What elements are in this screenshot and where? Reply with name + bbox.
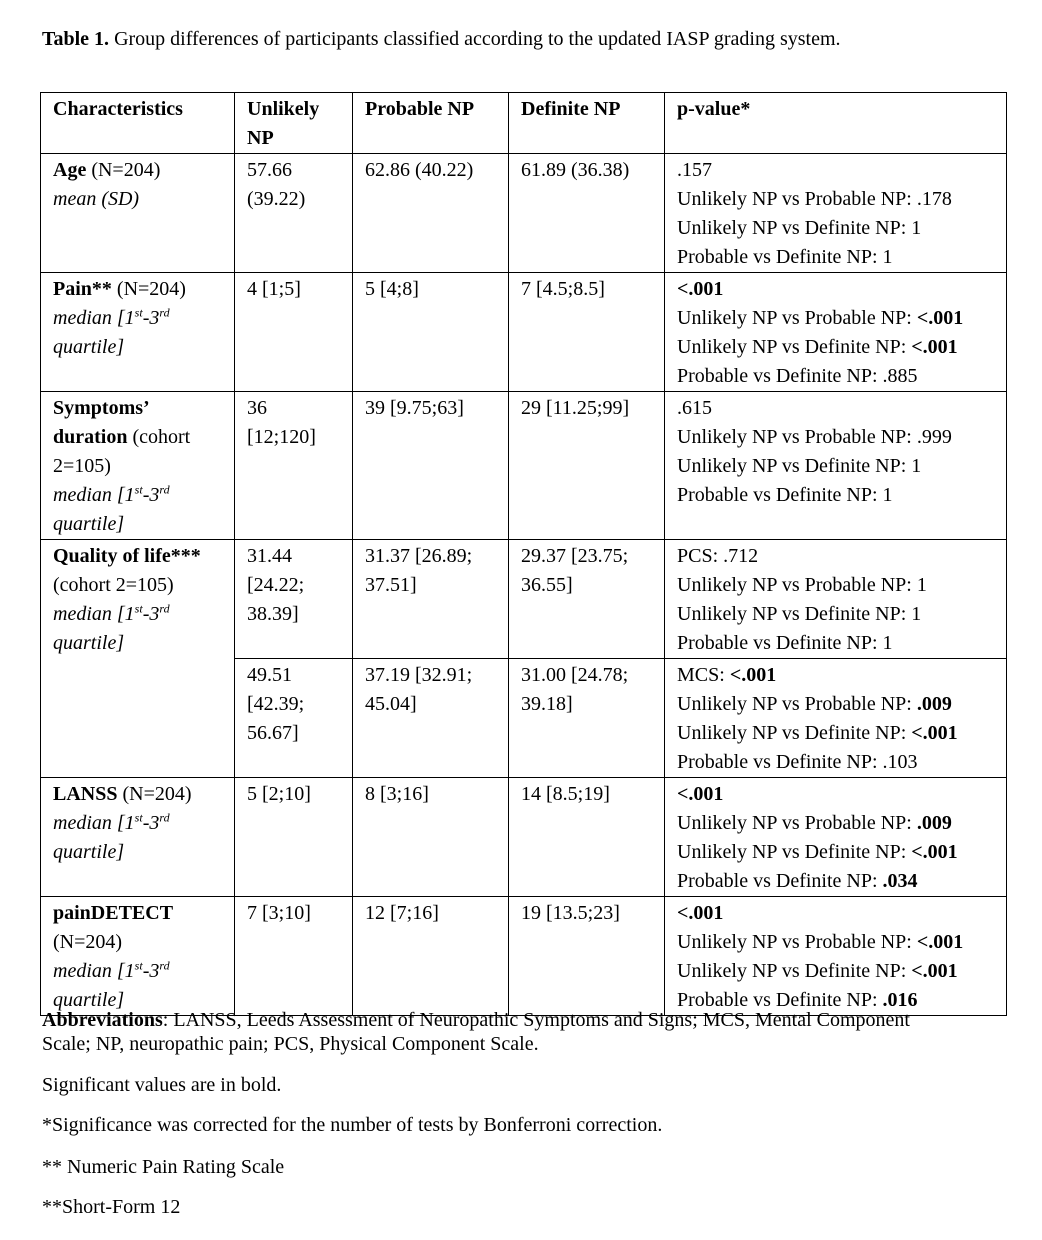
sf12-note: **Short-Form 12 <box>42 1196 181 1218</box>
symptoms-label: Symptoms’ duration (cohort 2=105) median [1st-3rd quartile] <box>41 392 235 540</box>
lanss-unlikely: 5 [2;10] <box>235 778 353 897</box>
pain-unlikely: 4 [1;5] <box>235 273 353 392</box>
symptoms-definite: 29 [11.25;99] <box>509 392 665 540</box>
qol-label: Quality of life*** (cohort 2=105) median [1st-3rd quartile] <box>41 540 235 778</box>
paindetect-label: painDETECT (N=204) median [1st-3rd quartile] <box>41 897 235 1016</box>
qol-mcs-unlikely: 49.51 [42.39; 56.67] <box>235 659 353 778</box>
symptoms-unlikely: 36 [12;120] <box>235 392 353 540</box>
age-label: Age (N=204) mean (SD) <box>41 154 235 273</box>
header-pvalue: p-value* <box>665 93 1007 154</box>
nprs-note: ** Numeric Pain Rating Scale <box>42 1156 285 1178</box>
paindetect-definite: 19 [13.5;23] <box>509 897 665 1016</box>
table-row <box>41 778 1007 897</box>
qol-pcs-probable: 31.37 [26.89; 37.51] <box>353 540 509 659</box>
qol-mcs-pvalue: MCS: <.001 Unlikely NP vs Probable NP: .009 Unlikely NP vs Definite NP: <.001 Probable vs Definite NP: .103 <box>665 659 1007 778</box>
age-pvalue: .157 Unlikely NP vs Probable NP: .178 Unlikely NP vs Definite NP: 1 Probable vs Definite NP: 1 <box>665 154 1007 273</box>
header-row <box>41 93 1007 154</box>
lanss-definite: 14 [8.5;19] <box>509 778 665 897</box>
paindetect-probable: 12 [7;16] <box>353 897 509 1016</box>
pain-probable: 5 [4;8] <box>353 273 509 392</box>
paindetect-unlikely: 7 [3;10] <box>235 897 353 1016</box>
lanss-probable: 8 [3;16] <box>353 778 509 897</box>
qol-pcs-definite: 29.37 [23.75; 36.55] <box>509 540 665 659</box>
lanss-pvalue: <.001 Unlikely NP vs Probable NP: .009 Unlikely NP vs Definite NP: <.001 Probable vs Definite NP: .034 <box>665 778 1007 897</box>
results-table <box>40 92 1007 1016</box>
pain-pvalue: <.001 Unlikely NP vs Probable NP: <.001 Unlikely NP vs Definite NP: <.001 Probable vs Definite NP: .885 <box>665 273 1007 392</box>
age-definite: 61.89 (36.38) <box>509 154 665 273</box>
qol-pcs-unlikely: 31.44 [24.22; 38.39] <box>235 540 353 659</box>
qol-mcs-probable: 37.19 [32.91; 45.04] <box>353 659 509 778</box>
symptoms-pvalue: .615 Unlikely NP vs Probable NP: .999 Unlikely NP vs Definite NP: 1 Probable vs Definite NP: 1 <box>665 392 1007 540</box>
table-row <box>41 540 1007 659</box>
qol-pcs-pvalue: PCS: .712 Unlikely NP vs Probable NP: 1 Unlikely NP vs Definite NP: 1 Probable vs Definite NP: 1 <box>665 540 1007 659</box>
pain-definite: 7 [4.5;8.5] <box>509 273 665 392</box>
pain-label: Pain** (N=204) median [1st-3rd quartile] <box>41 273 235 392</box>
age-probable: 62.86 (40.22) <box>353 154 509 273</box>
table-row <box>41 273 1007 392</box>
caption-label: Table 1. <box>42 28 110 50</box>
age-unlikely: 57.66 (39.22) <box>235 154 353 273</box>
symptoms-probable: 39 [9.75;63] <box>353 392 509 540</box>
header-unlikely: Unlikely NP <box>235 93 353 154</box>
table-caption <box>42 27 841 51</box>
abbreviations-note: Abbreviations: LANSS, Leeds Assessment of Neuropathic Symptoms and Signs; MCS, Mental Component Scale; NP, neuropathic pain; PCS, Physical Component Scale. <box>42 1009 910 1055</box>
lanss-label: LANSS (N=204) median [1st-3rd quartile] <box>41 778 235 897</box>
caption-text: Group differences of participants classified according to the updated IASP grading system. <box>109 28 841 50</box>
header-characteristics: Characteristics <box>41 93 235 154</box>
qol-mcs-definite: 31.00 [24.78; 39.18] <box>509 659 665 778</box>
header-probable: Probable NP <box>353 93 509 154</box>
table-row <box>41 392 1007 540</box>
table-row <box>41 897 1007 1016</box>
bold-note: Significant values are in bold. <box>42 1074 282 1096</box>
header-definite: Definite NP <box>509 93 665 154</box>
bonferroni-note: *Significance was corrected for the number of tests by Bonferroni correction. <box>42 1114 663 1136</box>
paindetect-pvalue: <.001 Unlikely NP vs Probable NP: <.001 Unlikely NP vs Definite NP: <.001 Probable vs Definite NP: .016 <box>665 897 1007 1016</box>
table-row <box>41 154 1007 273</box>
